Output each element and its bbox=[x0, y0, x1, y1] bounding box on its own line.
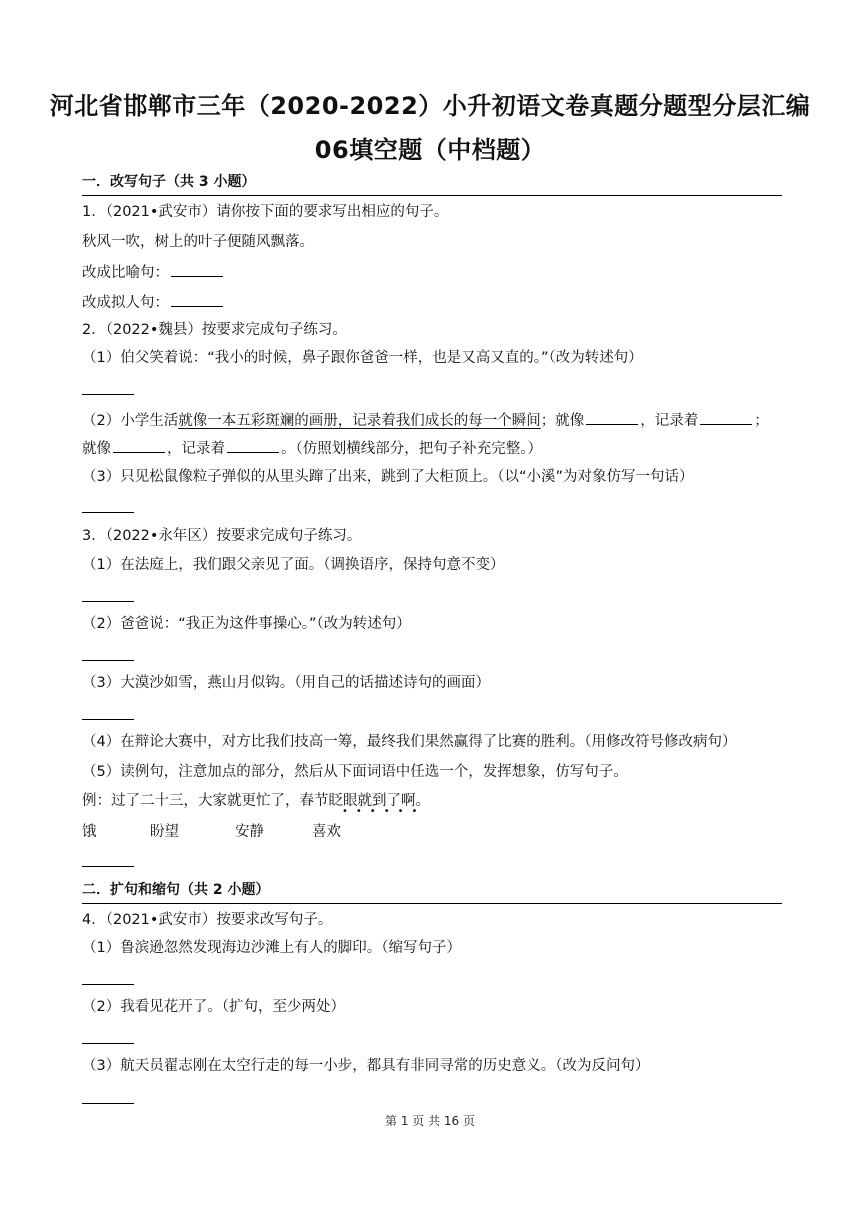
q2-part1: （1）伯父笑着说：“我小的时候，鼻子跟你爸爸一样，也是又高又直的。”（改为转述句） bbox=[82, 350, 643, 366]
section-divider bbox=[82, 195, 782, 196]
q4-part3: （3）航天员翟志刚在太空行走的每一小步，都具有非同寻常的历史意义。（改为反问句） bbox=[82, 1058, 650, 1074]
q2-part2-text: （2）小学生活 bbox=[82, 413, 179, 429]
q1-metaphor-line bbox=[82, 262, 225, 283]
q2-part2-line1 bbox=[82, 410, 769, 431]
q1-metaphor-label: 改成比喻句： bbox=[82, 265, 169, 281]
q3-part3: （3）大漠沙如雪，燕山月似钩。（用自己的话描述诗句的画面） bbox=[82, 675, 490, 691]
section-heading-rewrite: 一．改写句子（共 3 小题） bbox=[82, 174, 256, 190]
q2-part2-text: 就像 bbox=[82, 441, 111, 457]
q4-part2: （2）我看见花开了。（扩句，至少两处） bbox=[82, 999, 345, 1015]
answer-line[interactable] bbox=[82, 394, 134, 395]
word-option: 盼望 bbox=[150, 824, 179, 840]
section-divider bbox=[82, 903, 782, 904]
q2-part2-line2 bbox=[82, 438, 542, 459]
page-footer: 第 1 页 共 16 页 bbox=[385, 1114, 475, 1128]
q3-part4: （4）在辩论大赛中，对方比我们技高一筹，最终我们果然赢得了比赛的胜利。（用修改符号修改病句） bbox=[82, 734, 737, 750]
q2-part2-text: ，记录着 bbox=[167, 441, 225, 457]
q1-personify-label: 改成拟人句： bbox=[82, 295, 169, 311]
emphasis-dots: •••••• bbox=[342, 806, 426, 817]
answer-blank[interactable] bbox=[586, 410, 638, 425]
q3-example: 例：过了二十三，大家就更忙了，春节眨眼就到了啊。 bbox=[82, 793, 430, 809]
answer-line[interactable] bbox=[82, 984, 134, 985]
q1-sentence: 秋风一吹，树上的叶子便随风飘落。 bbox=[82, 234, 314, 250]
answer-line[interactable] bbox=[82, 1043, 134, 1044]
q4-stem: 4．（2021•武安市）按要求改写句子。 bbox=[82, 912, 333, 928]
section-heading-expand: 二．扩句和缩句（共 2 小题） bbox=[82, 882, 270, 898]
q1-stem: 1．（2021•武安市）请你按下面的要求写出相应的句子。 bbox=[82, 204, 449, 220]
q2-part3: （3）只见松鼠像粒子弹似的从里头蹿了出来，跳到了大柜顶上。（以“小溪”为对象仿写一句话） bbox=[82, 469, 694, 485]
word-option: 喜欢 bbox=[312, 824, 341, 840]
q1-personify-line bbox=[82, 292, 225, 313]
q2-part2-underlined: 就像一本五彩斑斓的画册，记录着我们成长的每一个瞬间 bbox=[178, 413, 541, 429]
answer-blank[interactable] bbox=[113, 438, 165, 453]
q2-part2-text: ； bbox=[754, 413, 769, 429]
word-option: 安静 bbox=[235, 824, 264, 840]
answer-line[interactable] bbox=[82, 719, 134, 720]
answer-blank[interactable] bbox=[227, 438, 279, 453]
q3-word-options bbox=[82, 822, 341, 842]
doc-title-line2: 06填空题（中档题） bbox=[314, 136, 546, 164]
q3-part5: （5）读例句，注意加点的部分，然后从下面词语中任选一个，发挥想象，仿写句子。 bbox=[82, 764, 628, 780]
answer-blank[interactable] bbox=[171, 262, 223, 277]
answer-blank[interactable] bbox=[171, 292, 223, 307]
answer-blank[interactable] bbox=[700, 410, 752, 425]
word-option: 饿 bbox=[82, 824, 97, 840]
q3-part1: （1）在法庭上，我们跟父亲见了面。（调换语序，保持句意不变） bbox=[82, 557, 505, 573]
q2-stem: 2．（2022•魏县）按要求完成句子练习。 bbox=[82, 322, 347, 338]
q2-part2-text: ；就像 bbox=[540, 413, 585, 429]
q4-part1: （1）鲁滨逊忽然发现海边沙滩上有人的脚印。（缩写句子） bbox=[82, 940, 461, 956]
answer-line[interactable] bbox=[82, 512, 134, 513]
q3-stem: 3．（2022•永年区）按要求完成句子练习。 bbox=[82, 528, 362, 544]
answer-line[interactable] bbox=[82, 601, 134, 602]
q2-part2-text: 。（仿照划横线部分，把句子补充完整。） bbox=[281, 441, 542, 457]
answer-line[interactable] bbox=[82, 866, 134, 867]
q3-part2: （2）爸爸说：“我正为这件事操心。”（改为转述句） bbox=[82, 616, 411, 632]
q2-part2-text: ，记录着 bbox=[640, 413, 699, 429]
doc-title-line1: 河北省邯郸市三年（2020-2022）小升初语文卷真题分题型分层汇编 bbox=[49, 92, 811, 120]
answer-line[interactable] bbox=[82, 1103, 134, 1104]
answer-line[interactable] bbox=[82, 660, 134, 661]
